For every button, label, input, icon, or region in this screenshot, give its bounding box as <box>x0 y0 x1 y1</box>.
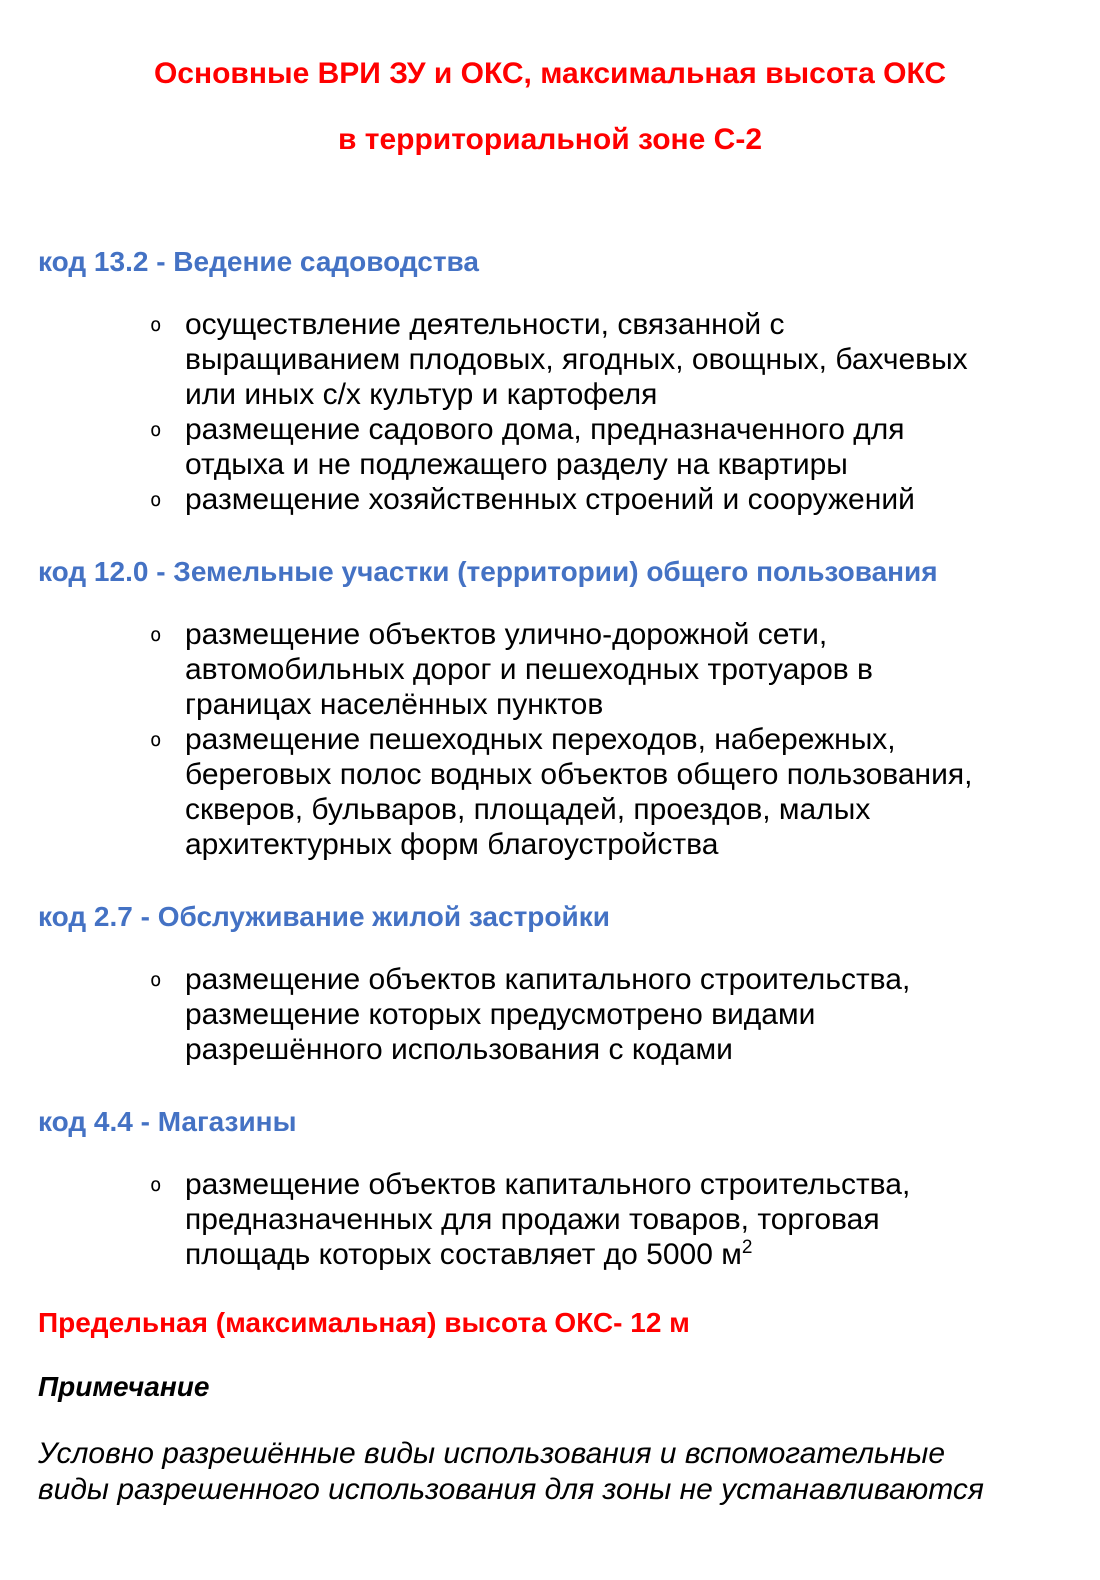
list-item <box>150 1167 1007 1272</box>
bullet-list <box>38 307 1062 517</box>
max-height-statement: Предельная (максимальная) высота ОКС- 12 м <box>38 1307 690 1338</box>
bullet-list <box>38 617 1062 862</box>
section-heading: код 2.7 - Обслуживание жилой застройки <box>38 901 610 932</box>
list-item <box>150 412 1007 482</box>
list-item-text: размещение пешеходных переходов, набережных, береговых полос водных объектов общего пользования, скверов, бульваров, площадей, проездов, малых архитектурных форм благоустройства <box>185 723 973 861</box>
list-item-text: размещение объектов капитального строительства, предназначенных для продажи товаров, торговая площадь которых составляет до 5000 м <box>185 1168 911 1271</box>
bullet-marker-icon: o <box>150 419 162 441</box>
bullet-marker-icon: o <box>150 729 162 751</box>
bullet-marker-icon: o <box>150 489 162 511</box>
document-title-line2: в территориальной зоне С-2 <box>337 123 762 156</box>
bullet-marker-icon: o <box>150 969 162 991</box>
section-heading: код 4.4 - Магазины <box>38 1106 297 1137</box>
bullet-list <box>38 1167 1062 1272</box>
bullet-marker-icon: o <box>150 1174 162 1196</box>
list-item-text: размещение объектов капитального строительства, размещение которых предусмотрено видами разрешённого использования с кодами <box>185 963 911 1066</box>
list-item <box>150 617 1007 722</box>
list-item-text: размещение объектов улично-дорожной сети, автомобильных дорог и пешеходных тротуаров в границах населённых пунктов <box>185 618 873 721</box>
list-item <box>150 962 1007 1067</box>
list-item <box>150 722 1007 862</box>
bullet-marker-icon: o <box>150 624 162 646</box>
section-heading: код 12.0 - Земельные участки (территории) общего пользования <box>38 556 938 587</box>
note-title: Примечание <box>38 1371 210 1402</box>
section-heading: код 13.2 - Ведение садоводства <box>38 246 479 277</box>
document-title-line1: Основные ВРИ ЗУ и ОКС, максимальная высота ОКС <box>153 57 947 90</box>
list-item-text: осуществление деятельности, связанной с выращиванием плодовых, ягодных, овощных, бахчевых или иных с/х культур и картофеля <box>185 308 968 411</box>
bullet-list <box>38 962 1062 1067</box>
note-body: Условно разрешённые виды использования и вспомогательные виды разрешенного использования для зоны не устанавливаются <box>38 1437 984 1506</box>
sections <box>38 245 1062 1272</box>
superscript: 2 <box>741 1237 753 1258</box>
list-item <box>150 482 1007 517</box>
list-item-text: размещение садового дома, предназначенного для отдыха и не подлежащего разделу на квартиры <box>185 413 905 481</box>
bullet-marker-icon: o <box>150 314 162 336</box>
list-item <box>150 307 1007 412</box>
list-item-text: размещение хозяйственных строений и сооружений <box>185 483 915 516</box>
